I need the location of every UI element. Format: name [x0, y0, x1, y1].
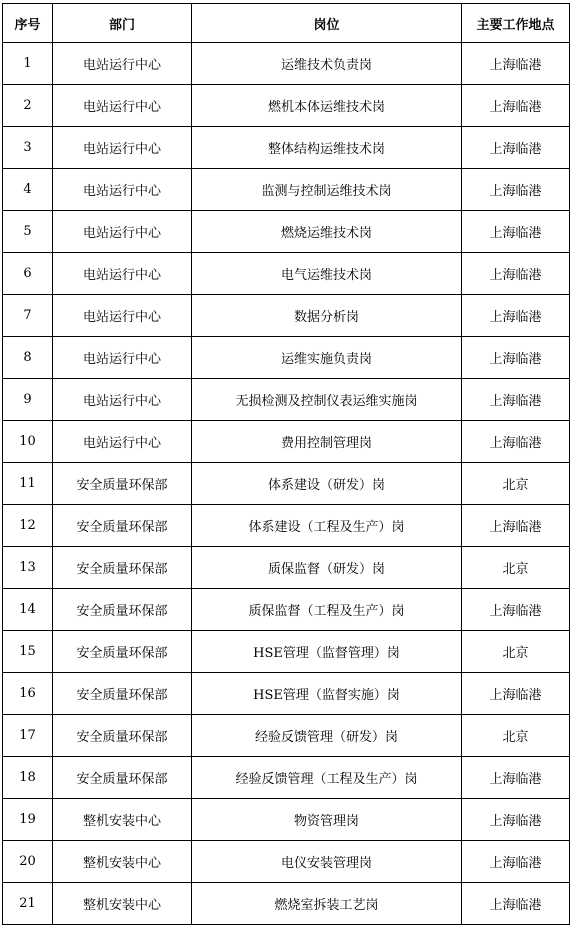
- cell-department: 电站运行中心: [53, 379, 192, 421]
- cell-position: 体系建设（研发）岗: [192, 463, 462, 505]
- cell-position: 经验反馈管理（研发）岗: [192, 715, 462, 757]
- cell-location: 北京: [462, 715, 570, 757]
- table-row: [3, 589, 570, 631]
- cell-position: 体系建设（工程及生产）岗: [192, 505, 462, 547]
- cell-position: HSE管理（监督管理）岗: [192, 631, 462, 673]
- cell-index: 7: [3, 295, 53, 337]
- cell-department: 整机安装中心: [53, 841, 192, 883]
- table-row: [3, 85, 570, 127]
- table-row: [3, 43, 570, 85]
- table-row: [3, 715, 570, 757]
- positions-table: [2, 3, 570, 925]
- header-index: 序号: [3, 4, 53, 43]
- cell-department: 安全质量环保部: [53, 673, 192, 715]
- cell-location: 上海临港: [462, 337, 570, 379]
- cell-position: 经验反馈管理（工程及生产）岗: [192, 757, 462, 799]
- cell-location: 上海临港: [462, 505, 570, 547]
- table-row: [3, 547, 570, 589]
- cell-position: 电仪安装管理岗: [192, 841, 462, 883]
- cell-location: 上海临港: [462, 883, 570, 925]
- cell-index: 1: [3, 43, 53, 85]
- cell-position: 无损检测及控制仪表运维实施岗: [192, 379, 462, 421]
- cell-position: 费用控制管理岗: [192, 421, 462, 463]
- header-location: 主要工作地点: [462, 4, 570, 43]
- cell-position: 监测与控制运维技术岗: [192, 169, 462, 211]
- cell-department: 安全质量环保部: [53, 631, 192, 673]
- cell-index: 10: [3, 421, 53, 463]
- cell-location: 北京: [462, 463, 570, 505]
- cell-index: 11: [3, 463, 53, 505]
- cell-department: 安全质量环保部: [53, 757, 192, 799]
- table-row: [3, 799, 570, 841]
- cell-position: 物资管理岗: [192, 799, 462, 841]
- cell-position: 质保监督（工程及生产）岗: [192, 589, 462, 631]
- cell-index: 5: [3, 211, 53, 253]
- cell-index: 20: [3, 841, 53, 883]
- cell-location: 上海临港: [462, 799, 570, 841]
- cell-location: 上海临港: [462, 295, 570, 337]
- cell-department: 整机安装中心: [53, 883, 192, 925]
- table-row: [3, 295, 570, 337]
- cell-position: HSE管理（监督实施）岗: [192, 673, 462, 715]
- cell-department: 电站运行中心: [53, 85, 192, 127]
- cell-position: 运维技术负责岗: [192, 43, 462, 85]
- cell-department: 电站运行中心: [53, 253, 192, 295]
- table-row: [3, 757, 570, 799]
- table-row: [3, 463, 570, 505]
- cell-location: 北京: [462, 547, 570, 589]
- cell-index: 21: [3, 883, 53, 925]
- cell-location: 上海临港: [462, 589, 570, 631]
- cell-index: 13: [3, 547, 53, 589]
- cell-department: 电站运行中心: [53, 295, 192, 337]
- cell-index: 14: [3, 589, 53, 631]
- cell-location: 上海临港: [462, 85, 570, 127]
- cell-location: 上海临港: [462, 379, 570, 421]
- table-body: [3, 43, 570, 925]
- cell-location: 北京: [462, 631, 570, 673]
- table-row: [3, 337, 570, 379]
- cell-position: 运维实施负责岗: [192, 337, 462, 379]
- header-department: 部门: [53, 4, 192, 43]
- cell-index: 9: [3, 379, 53, 421]
- cell-department: 电站运行中心: [53, 43, 192, 85]
- table-row: [3, 841, 570, 883]
- table-row: [3, 631, 570, 673]
- cell-index: 6: [3, 253, 53, 295]
- table-row: [3, 673, 570, 715]
- cell-location: 上海临港: [462, 211, 570, 253]
- cell-location: 上海临港: [462, 169, 570, 211]
- table-row: [3, 883, 570, 925]
- cell-location: 上海临港: [462, 127, 570, 169]
- cell-department: 安全质量环保部: [53, 589, 192, 631]
- cell-department: 整机安装中心: [53, 799, 192, 841]
- cell-department: 电站运行中心: [53, 127, 192, 169]
- cell-index: 2: [3, 85, 53, 127]
- cell-location: 上海临港: [462, 673, 570, 715]
- header-row: [3, 4, 570, 43]
- cell-department: 安全质量环保部: [53, 463, 192, 505]
- cell-location: 上海临港: [462, 253, 570, 295]
- cell-department: 电站运行中心: [53, 337, 192, 379]
- table-header: [3, 4, 570, 43]
- table-row: [3, 127, 570, 169]
- cell-department: 安全质量环保部: [53, 505, 192, 547]
- cell-position: 燃烧运维技术岗: [192, 211, 462, 253]
- cell-index: 16: [3, 673, 53, 715]
- cell-location: 上海临港: [462, 841, 570, 883]
- cell-location: 上海临港: [462, 43, 570, 85]
- cell-position: 质保监督（研发）岗: [192, 547, 462, 589]
- cell-department: 电站运行中心: [53, 421, 192, 463]
- table-row: [3, 379, 570, 421]
- cell-index: 8: [3, 337, 53, 379]
- cell-position: 数据分析岗: [192, 295, 462, 337]
- cell-location: 上海临港: [462, 421, 570, 463]
- header-position: 岗位: [192, 4, 462, 43]
- cell-location: 上海临港: [462, 757, 570, 799]
- table-row: [3, 211, 570, 253]
- cell-position: 燃机本体运维技术岗: [192, 85, 462, 127]
- cell-position: 电气运维技术岗: [192, 253, 462, 295]
- cell-index: 18: [3, 757, 53, 799]
- cell-index: 19: [3, 799, 53, 841]
- table-row: [3, 253, 570, 295]
- cell-index: 4: [3, 169, 53, 211]
- cell-department: 电站运行中心: [53, 211, 192, 253]
- table-row: [3, 505, 570, 547]
- cell-department: 安全质量环保部: [53, 715, 192, 757]
- cell-index: 3: [3, 127, 53, 169]
- cell-index: 15: [3, 631, 53, 673]
- cell-index: 12: [3, 505, 53, 547]
- cell-department: 电站运行中心: [53, 169, 192, 211]
- cell-position: 整体结构运维技术岗: [192, 127, 462, 169]
- cell-position: 燃烧室拆装工艺岗: [192, 883, 462, 925]
- cell-index: 17: [3, 715, 53, 757]
- cell-department: 安全质量环保部: [53, 547, 192, 589]
- table-row: [3, 169, 570, 211]
- table-row: [3, 421, 570, 463]
